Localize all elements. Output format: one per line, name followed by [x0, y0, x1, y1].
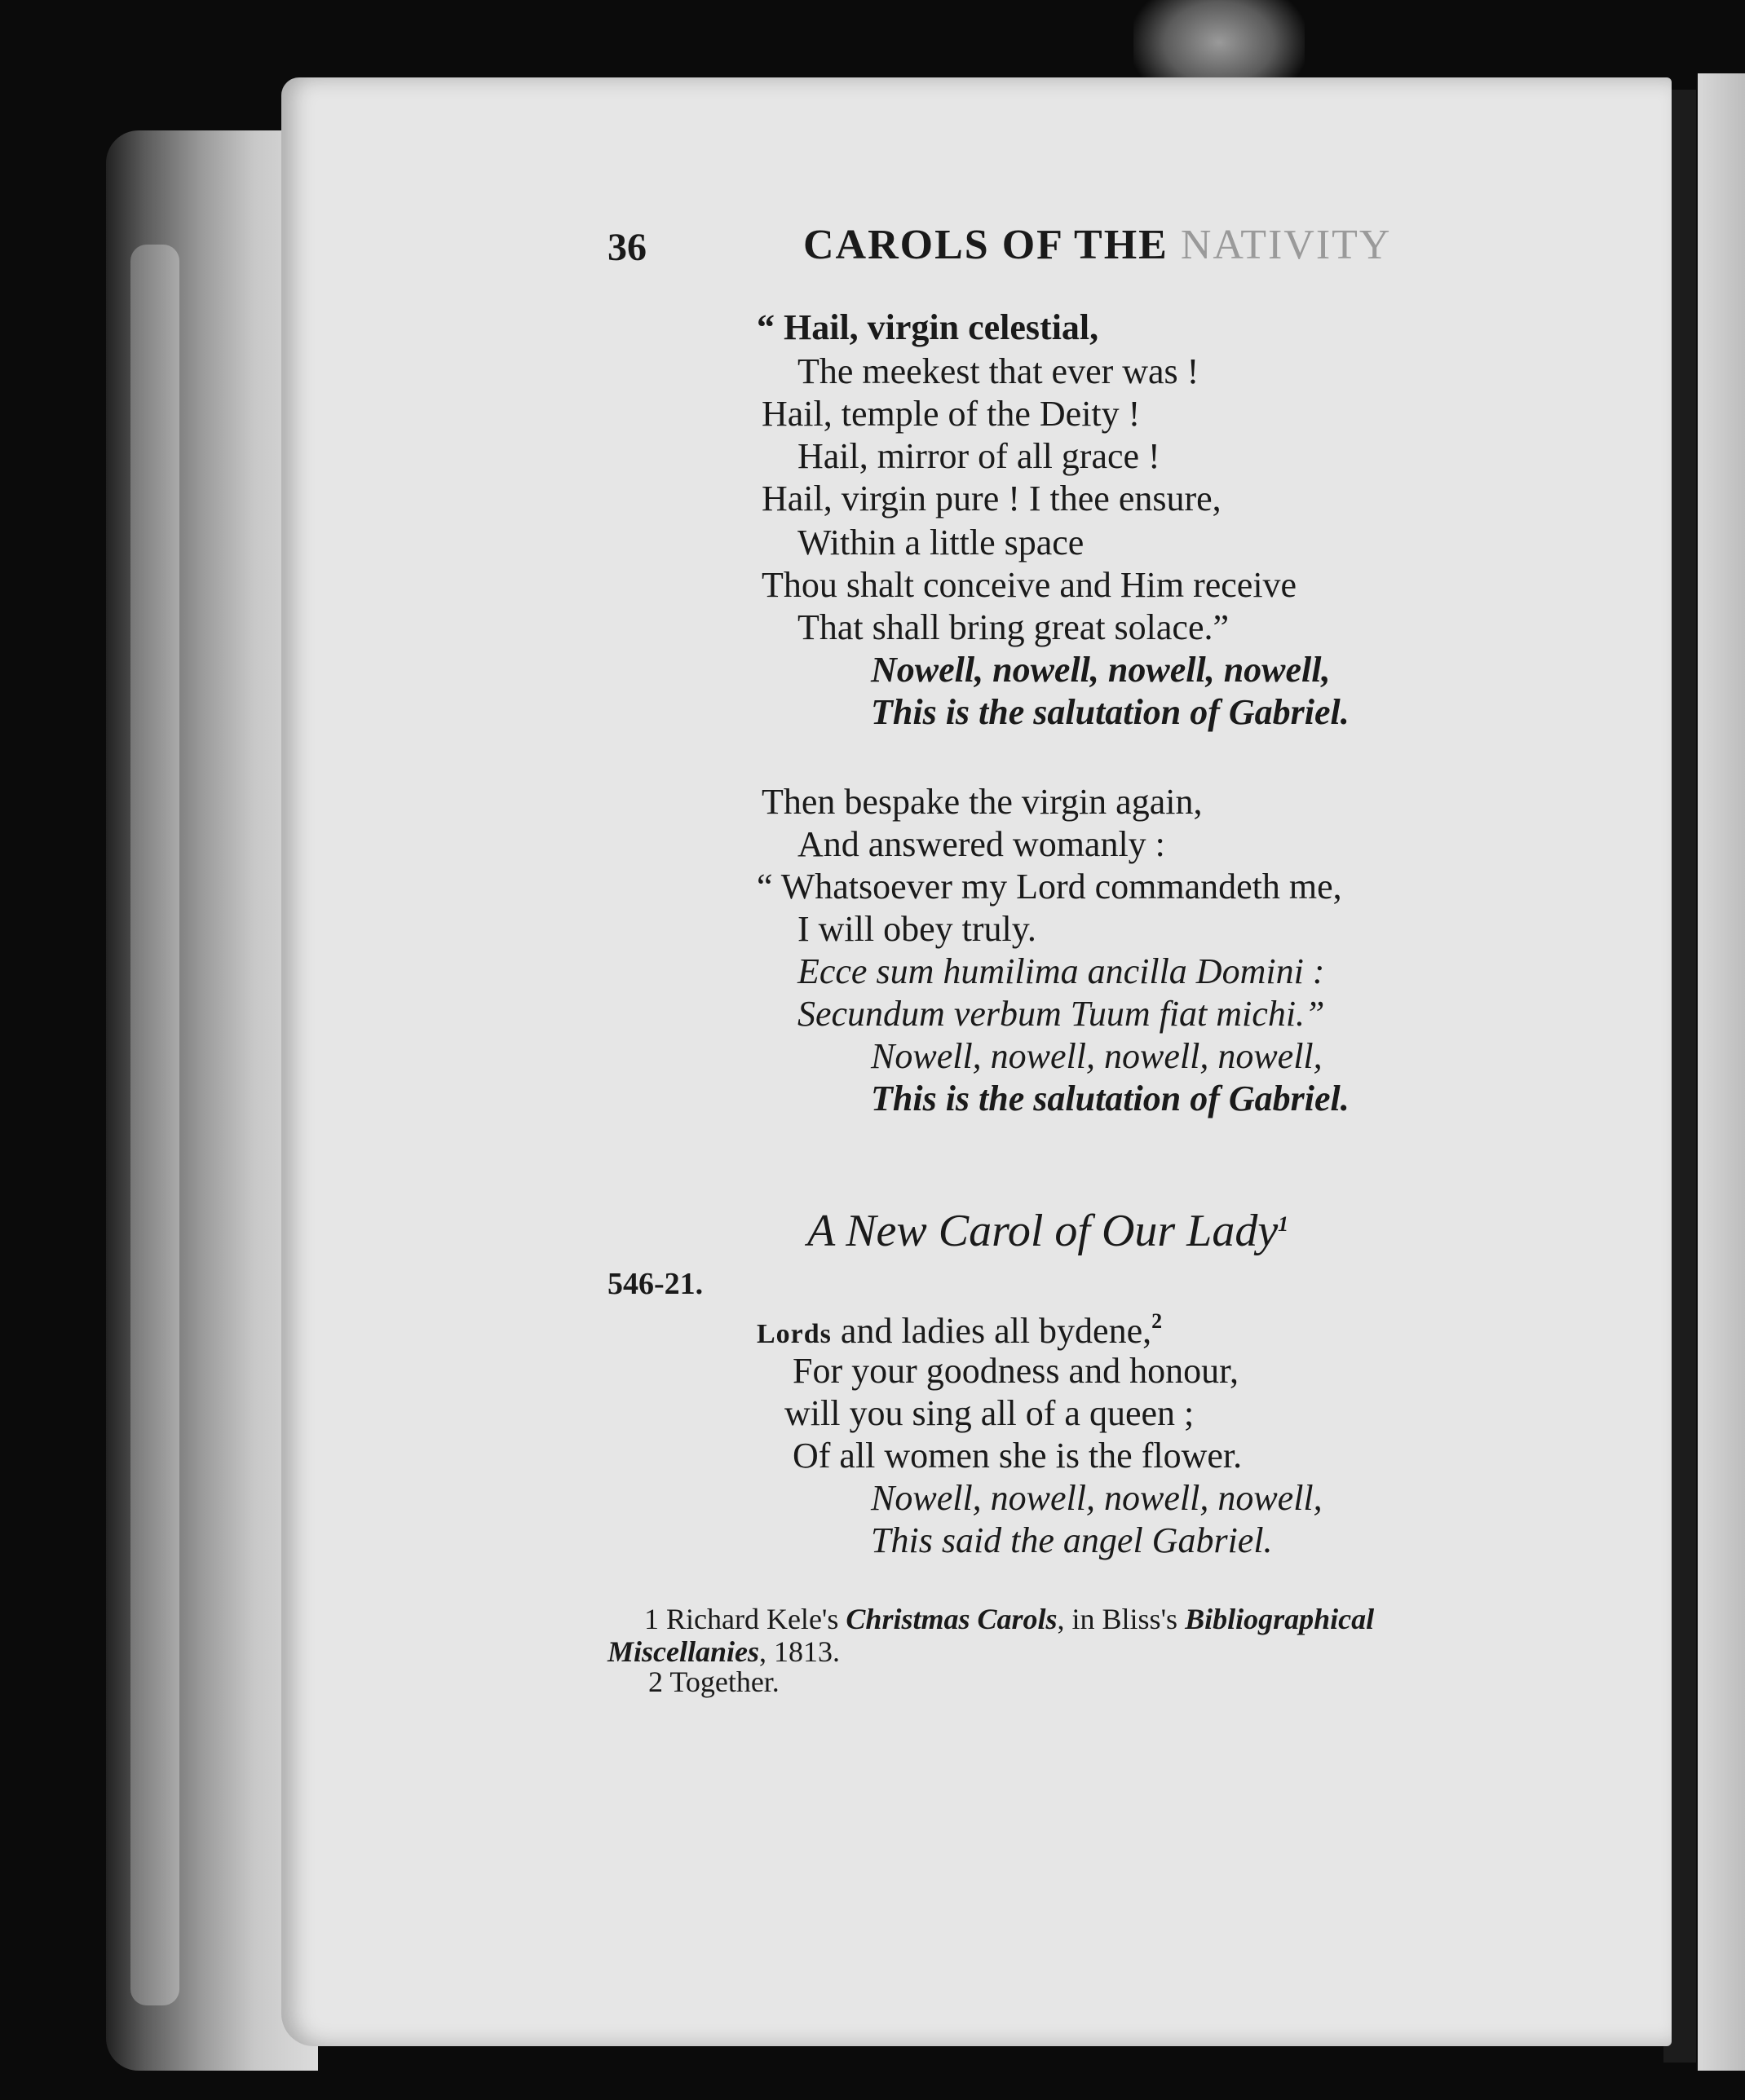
verse-line: Within a little space	[797, 523, 1085, 562]
carol-title-text: A New Carol of Our Lady	[807, 1206, 1279, 1256]
verse-line-text: and ladies all bydene,	[831, 1311, 1152, 1351]
footnote-1-cont	[607, 1637, 840, 1666]
initial-word: Lords	[757, 1319, 832, 1349]
verse-line: “ Hail, virgin celestial,	[757, 307, 1099, 347]
footnote-1	[644, 1604, 1374, 1634]
footnote-mark: 2	[648, 1665, 663, 1698]
refrain-line: Nowell, nowell, nowell, nowell,	[871, 1036, 1323, 1076]
running-head-faint: NATIVITY	[1180, 222, 1392, 268]
footnote-2	[648, 1667, 780, 1696]
footnote-ref: 2	[1151, 1309, 1163, 1333]
verse-line: Hail, virgin pure ! I thee ensure,	[762, 479, 1222, 518]
manuscript-reference: 546-21.	[607, 1267, 704, 1301]
carol-title	[807, 1208, 1288, 1254]
footnote-title: Miscellanies	[607, 1635, 759, 1668]
footnote-ref: 1	[1278, 1212, 1289, 1236]
verse-line-latin: Secundum verbum Tuum fiat michi.”	[797, 994, 1325, 1034]
running-head	[803, 224, 1391, 267]
verse-line: will you sing all of a queen ;	[784, 1393, 1195, 1433]
verse-line: Thou shalt conceive and Him receive	[762, 565, 1297, 605]
facing-page-strip	[1698, 73, 1745, 2071]
verse-line: “ Whatsoever my Lord commandeth me,	[757, 867, 1342, 907]
verse-line: Hail, temple of the Deity !	[762, 394, 1141, 434]
verse-line: Hail, mirror of all grace !	[797, 436, 1160, 476]
verse-line: That shall bring great solace.”	[797, 607, 1230, 647]
footnote-title: Christmas Carols	[846, 1603, 1058, 1635]
page-number: 36	[607, 226, 647, 269]
footnote-title: Bibliographical	[1185, 1603, 1375, 1635]
verse-line: And answered womanly :	[797, 824, 1165, 864]
refrain-line: Nowell, nowell, nowell, nowell,	[871, 650, 1331, 690]
verse-line-latin: Ecce sum humilima ancilla Domini :	[797, 951, 1325, 991]
verse-line	[757, 1311, 1162, 1349]
footnote-text: Richard Kele's	[666, 1603, 846, 1635]
footnote-mark: 1	[644, 1603, 659, 1635]
running-head-text: CAROLS OF THE	[803, 222, 1168, 268]
verse-line: Then bespake the virgin again,	[762, 782, 1203, 822]
book-spine-edge	[130, 245, 179, 2005]
verse-line: I will obey truly.	[797, 909, 1036, 949]
footnote-text: , in Bliss's	[1057, 1603, 1186, 1635]
footnote-text: Together.	[669, 1665, 780, 1698]
refrain-line: Nowell, nowell, nowell, nowell,	[871, 1478, 1323, 1518]
footnote-text: , 1813.	[759, 1635, 840, 1668]
verse-line: The meekest that ever was !	[797, 351, 1199, 391]
verse-line: Of all women she is the flower.	[793, 1436, 1243, 1476]
refrain-line: This is the salutation of Gabriel.	[871, 692, 1350, 732]
refrain-line: This is the salutation of Gabriel.	[871, 1079, 1350, 1118]
refrain-line: This said the angel Gabriel.	[871, 1520, 1273, 1560]
verse-line: For your goodness and honour,	[793, 1351, 1239, 1391]
